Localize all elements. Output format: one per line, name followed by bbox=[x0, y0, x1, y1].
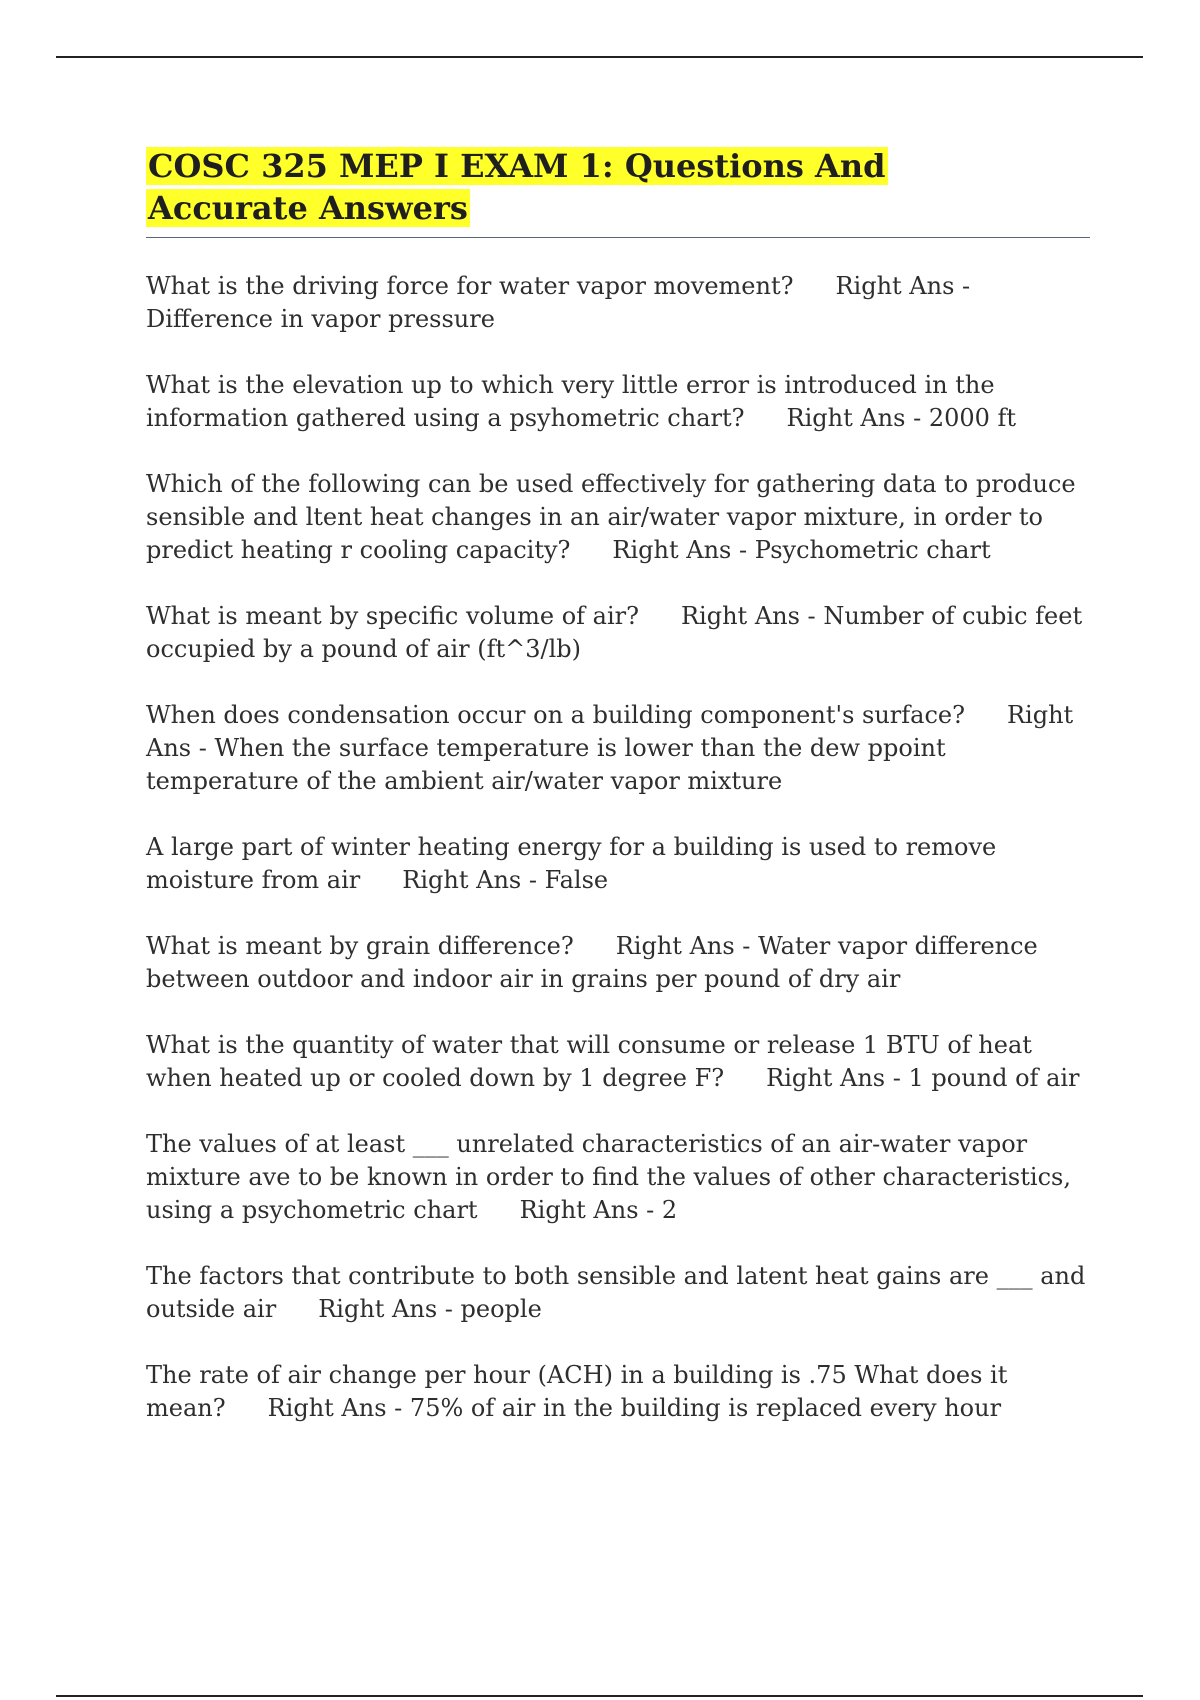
answer-prefix: Right Ans - bbox=[680, 602, 816, 630]
answer-text: 1 pound of air bbox=[908, 1064, 1080, 1092]
title-underline bbox=[146, 237, 1090, 238]
qa-list bbox=[146, 270, 1090, 1425]
question-text: What is the quantity of water that will consume or release 1 BTU of heat when heated up or cooled down by 1 degree F? bbox=[146, 1031, 1032, 1092]
question-text: Which of the following can be used effectively for gathering data to produce sensible and ltent heat changes in an air/water vapor mixture, in order to predict heating r cooling capacity? bbox=[146, 470, 1076, 564]
qa-item bbox=[146, 600, 1090, 666]
title-highlight: COSC 325 MEP I EXAM 1: Questions And Accurate Answers bbox=[148, 147, 886, 227]
answer-text: When the surface temperature is lower than the dew ppoint temperature of the ambient air/water vapor mixture bbox=[146, 734, 946, 795]
question-text: What is the driving force for water vapor movement? bbox=[146, 272, 794, 300]
question-text: What is the elevation up to which very little error is introduced in the information gathered using a psyhometric chart? bbox=[146, 371, 995, 432]
answer-text: 2000 ft bbox=[928, 404, 1017, 432]
answer-prefix: Right Ans - bbox=[267, 1394, 403, 1422]
question-text: The rate of air change per hour (ACH) in a building is .75 What does it mean? bbox=[146, 1361, 1008, 1422]
answer-prefix: Right Ans - bbox=[835, 272, 971, 300]
qa-item bbox=[146, 831, 1090, 897]
answer-prefix: Right Ans - bbox=[519, 1196, 655, 1224]
question-text: A large part of winter heating energy for a building is used to remove moisture from air bbox=[146, 833, 997, 894]
qa-item bbox=[146, 1260, 1090, 1326]
qa-item bbox=[146, 699, 1090, 798]
qa-item bbox=[146, 1359, 1090, 1425]
question-text: The values of at least ___ unrelated characteristics of an air-water vapor mixture ave to be known in order to find the values of other characteristics, using a psychometric chart bbox=[146, 1130, 1071, 1224]
document-title bbox=[146, 145, 996, 229]
question-text: The factors that contribute to both sensible and latent heat gains are ___ and outside air bbox=[146, 1262, 1086, 1323]
answer-prefix: Right Ans - bbox=[612, 536, 748, 564]
question-text: What is meant by grain difference? bbox=[146, 932, 574, 960]
qa-item bbox=[146, 1029, 1090, 1095]
answer-text: 75% of air in the building is replaced every hour bbox=[409, 1394, 1002, 1422]
question-text: What is meant by specific volume of air? bbox=[146, 602, 639, 630]
answer-prefix: Right Ans - bbox=[402, 866, 537, 894]
qa-item bbox=[146, 369, 1090, 435]
answer-prefix: Right Ans - bbox=[318, 1295, 453, 1323]
qa-item bbox=[146, 930, 1090, 996]
answer-text: 2 bbox=[661, 1196, 678, 1224]
answer-text: people bbox=[460, 1295, 542, 1323]
answer-text: Water vapor difference between outdoor and indoor air in grains per pound of dry air bbox=[146, 932, 1038, 993]
answer-text: False bbox=[544, 866, 609, 894]
qa-item bbox=[146, 1128, 1090, 1227]
document-body bbox=[146, 145, 1090, 1458]
page-bottom-rule bbox=[56, 1695, 1143, 1697]
answer-text: Psychometric chart bbox=[754, 536, 991, 564]
page-top-rule bbox=[56, 56, 1143, 58]
answer-prefix: Right Ans - bbox=[786, 404, 922, 432]
question-text: When does condensation occur on a building component's surface? bbox=[146, 701, 965, 729]
answer-text: Difference in vapor pressure bbox=[146, 305, 495, 333]
answer-prefix: Right Ans - bbox=[146, 701, 1074, 762]
answer-prefix: Right Ans - bbox=[615, 932, 751, 960]
answer-text: Number of cubic feet occupied by a pound of air (ft^3/lb) bbox=[146, 602, 1083, 663]
qa-item bbox=[146, 468, 1090, 567]
qa-item bbox=[146, 270, 1090, 336]
answer-prefix: Right Ans - bbox=[766, 1064, 901, 1092]
